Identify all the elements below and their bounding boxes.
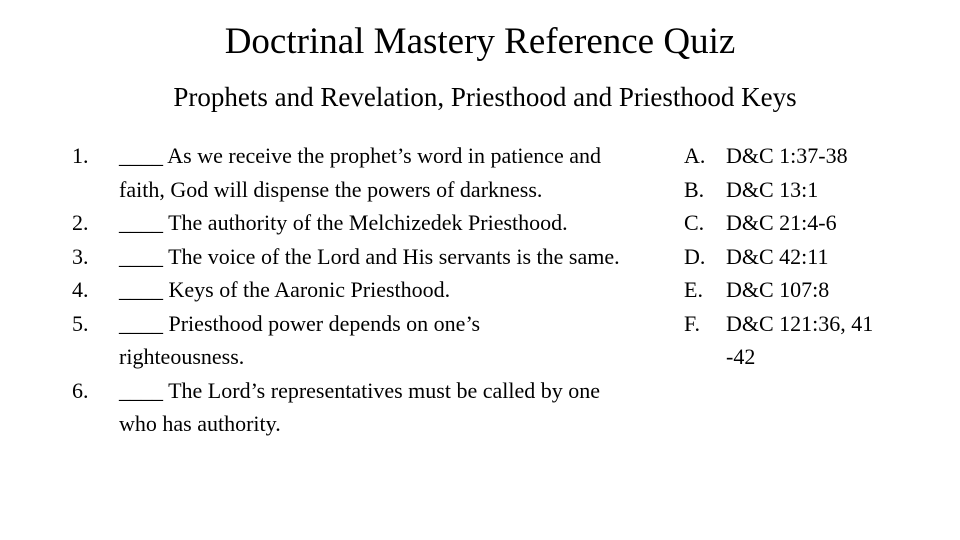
question-number: 5. xyxy=(72,310,89,336)
slide-subtitle: Prophets and Revelation, Priesthood and Priesthood Keys xyxy=(173,82,797,112)
answer-list xyxy=(684,139,944,374)
answer-letter: C. xyxy=(684,210,705,235)
answer-letter: E. xyxy=(684,277,703,302)
answer-letter: F. xyxy=(684,310,700,336)
question-item-1 xyxy=(72,139,672,206)
question-number: 3. xyxy=(72,243,89,269)
answer-reference: D&C 42:11 xyxy=(726,243,829,269)
question-text: ____ As we receive the prophet’s word in patience and faith, God will dispense the powers of darkness. xyxy=(119,143,602,202)
answer-item-d xyxy=(684,240,944,274)
question-text: ____ Keys of the Aaronic Priesthood. xyxy=(119,277,451,302)
question-text: ____ The authority of the Melchizedek Priesthood. xyxy=(119,210,568,235)
answer-reference: D&C 1:37-38 xyxy=(726,143,848,168)
slide-title: Doctrinal Mastery Reference Quiz xyxy=(224,21,736,62)
answer-item-f xyxy=(684,307,944,374)
answer-item-c xyxy=(684,206,944,240)
answer-reference: D&C 21:4-6 xyxy=(726,210,837,235)
question-list xyxy=(72,139,672,441)
question-item-3 xyxy=(72,240,672,274)
question-item-6 xyxy=(72,374,672,441)
question-number: 1. xyxy=(72,143,89,168)
question-number: 2. xyxy=(72,210,89,235)
question-item-4 xyxy=(72,273,672,307)
answer-letter: A. xyxy=(684,143,706,168)
answer-letter: D. xyxy=(684,243,706,269)
question-text: ____ The Lord’s representatives must be called by one who has authority. xyxy=(119,377,601,436)
question-number: 6. xyxy=(72,377,89,403)
question-item-5 xyxy=(72,307,672,374)
question-text: ____ Priesthood power depends on one’s righteousness. xyxy=(119,310,481,369)
answer-item-a xyxy=(684,139,944,173)
answer-reference: D&C 13:1 xyxy=(726,176,819,202)
question-text: ____ The voice of the Lord and His servants is the same. xyxy=(119,243,620,269)
answer-reference: D&C 107:8 xyxy=(726,277,830,302)
question-item-2 xyxy=(72,206,672,240)
question-number: 4. xyxy=(72,277,89,302)
answer-letter: B. xyxy=(684,176,705,202)
answer-item-e xyxy=(684,273,944,307)
answer-reference: D&C 121:36, 41 -42 xyxy=(726,310,874,369)
answer-item-b xyxy=(684,173,944,207)
